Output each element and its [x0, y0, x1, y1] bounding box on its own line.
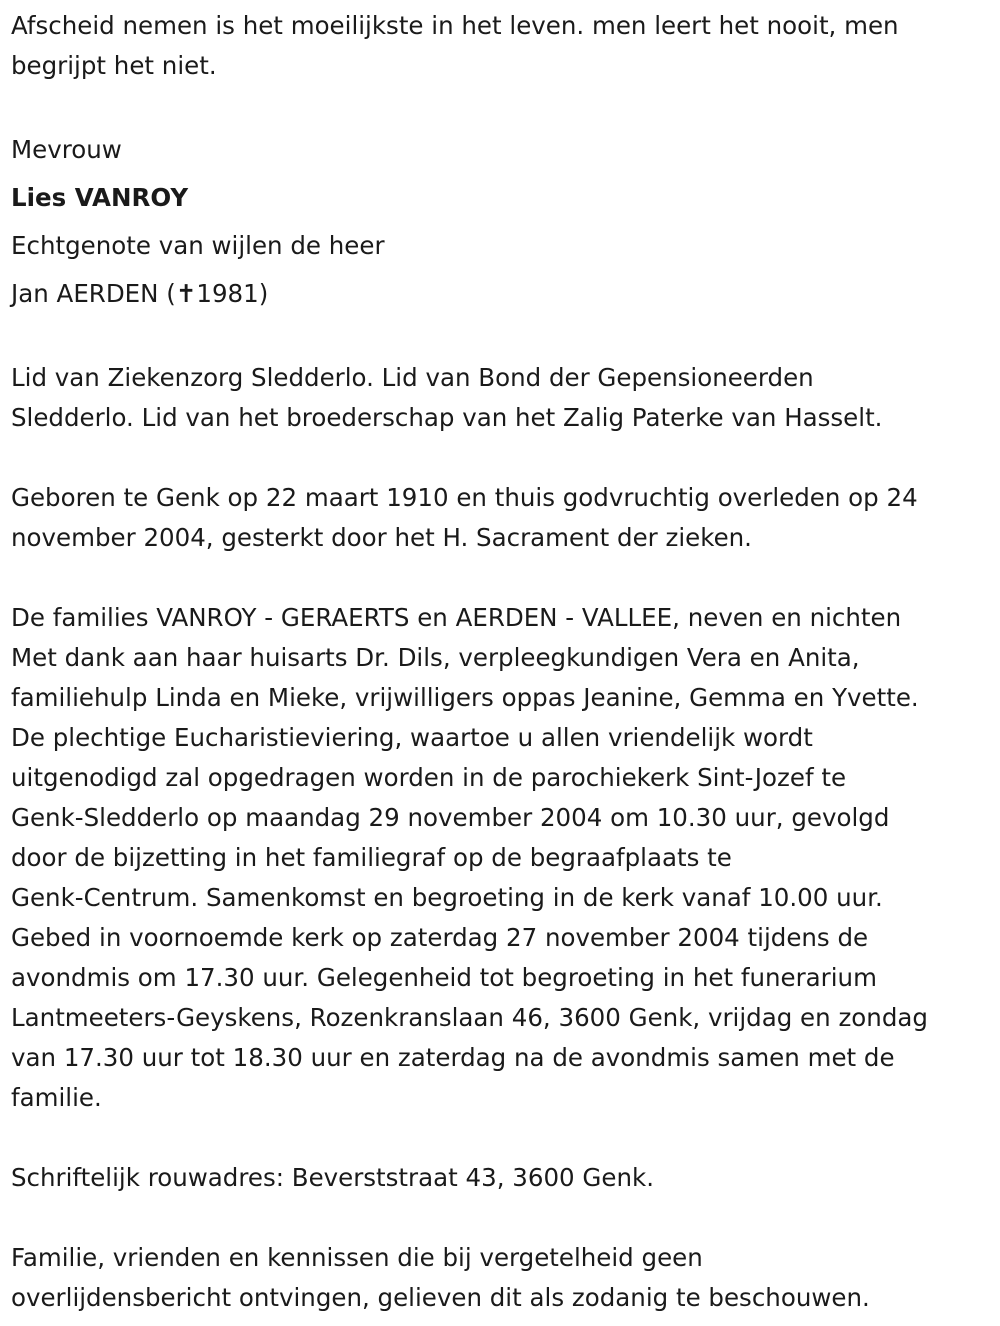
- birth-death-paragraph: [11, 478, 990, 558]
- announcement-line: avondmis om 17.30 uur. Gelegenheid tot begroeting in het funerarium: [11, 963, 877, 992]
- intro-paragraph: [11, 6, 990, 86]
- announcement-line: uitgenodigd zal opgedragen worden in de parochiekerk Sint-Jozef te: [11, 763, 847, 792]
- announcement-line: familiehulp Linda en Mieke, vrijwilligers oppas Jeanine, Gemma en Yvette.: [11, 683, 919, 712]
- announcement-line: Genk-Centrum. Samenkomst en begroeting in de kerk vanaf 10.00 uur.: [11, 883, 883, 912]
- deceased-title: Mevrouw: [11, 135, 122, 164]
- memberships-paragraph: [11, 358, 990, 438]
- memberships-line: Lid van Ziekenzorg Sledderlo. Lid van Bond der Gepensioneerden: [11, 363, 814, 392]
- closing-line: Familie, vrienden en kennissen die bij vergetelheid geen: [11, 1243, 703, 1272]
- deceased-spouse: Jan AERDEN (✝1981): [11, 279, 269, 308]
- closing-paragraph: [11, 1238, 990, 1318]
- announcement-line: De plechtige Eucharistieviering, waartoe u allen vriendelijk wordt: [11, 723, 813, 752]
- announcement-line: De families VANROY - GERAERTS en AERDEN - VALLEE, neven en nichten: [11, 603, 902, 632]
- closing-line: overlijdensbericht ontvingen, gelieven dit als zodanig te beschouwen.: [11, 1283, 870, 1312]
- address-paragraph: [11, 1158, 990, 1198]
- intro-line: begrijpt het niet.: [11, 51, 217, 80]
- announcement-line: Genk-Sledderlo op maandag 29 november 2004 om 10.30 uur, gevolgd: [11, 803, 890, 832]
- announcement-line: door de bijzetting in het familiegraf op de begraafplaats te: [11, 843, 732, 872]
- intro-line: Afscheid nemen is het moeilijkste in het leven. men leert het nooit, men: [11, 11, 899, 40]
- birth-death-line: Geboren te Genk op 22 maart 1910 en thuis godvruchtig overleden op 24: [11, 483, 918, 512]
- announcement-paragraph: [11, 598, 990, 1118]
- announcement-line: Met dank aan haar huisarts Dr. Dils, verpleegkundigen Vera en Anita,: [11, 643, 860, 672]
- birth-death-line: november 2004, gesterkt door het H. Sacrament der zieken.: [11, 523, 752, 552]
- address-line: Schriftelijk rouwadres: Beverststraat 43, 3600 Genk.: [11, 1163, 654, 1192]
- announcement-line: familie.: [11, 1083, 102, 1112]
- deceased-block: [11, 126, 990, 318]
- memberships-line: Sledderlo. Lid van het broederschap van het Zalig Paterke van Hasselt.: [11, 403, 883, 432]
- announcement-line: van 17.30 uur tot 18.30 uur en zaterdag na de avondmis samen met de: [11, 1043, 895, 1072]
- deceased-relation: Echtgenote van wijlen de heer: [11, 231, 385, 260]
- announcement-line: Gebed in voornoemde kerk op zaterdag 27 november 2004 tijdens de: [11, 923, 869, 952]
- deceased-name: Lies VANROY: [11, 183, 189, 212]
- announcement-line: Lantmeeters-Geyskens, Rozenkranslaan 46, 3600 Genk, vrijdag en zondag: [11, 1003, 928, 1032]
